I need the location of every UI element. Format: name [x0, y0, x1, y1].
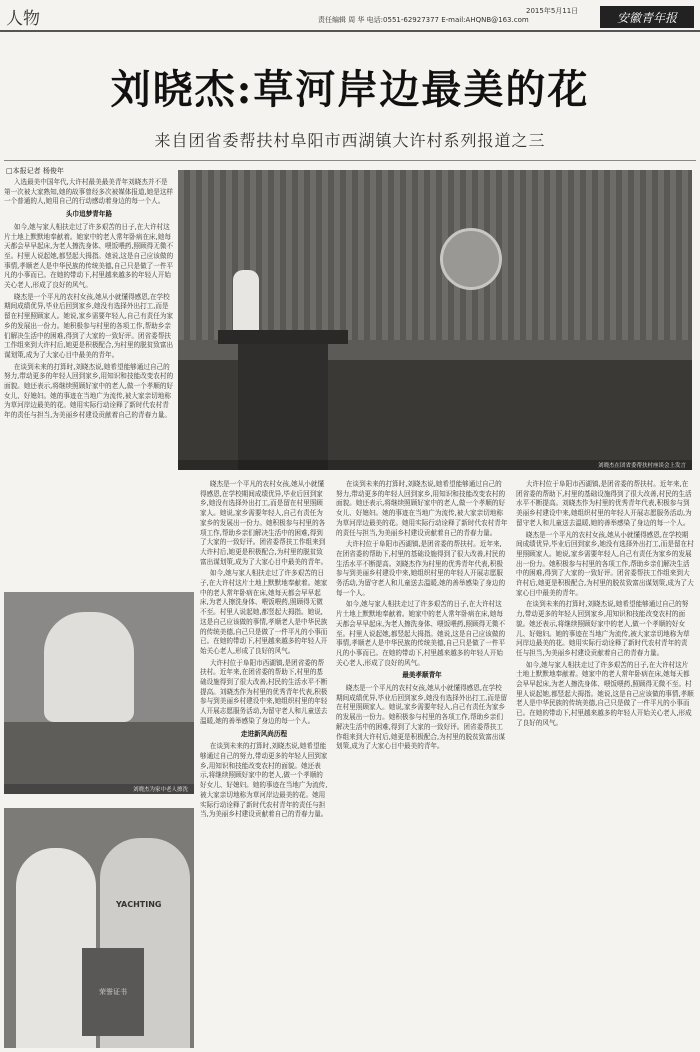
paragraph: 如今,她与家人相扶走过了许多艰苦的日子,在大许村这片土地上默默地奉献着。她家中的老人常年卧病在床,她每天都会早早起床,为老人擦洗身体、喂饭喂药,照顾得无微不至。村里人说起她,都竖起大拇指。她说,这是自己应该做的事情,孝顺老人是中华民族的传统美德,自己只是做了一件平凡的小事而已。在她的带动下,村里越来越多的年轻人开始关心老人,形成了良好的风气。	[4, 222, 174, 290]
paragraph: 晓杰是一个平凡的农村女孩,她从小就懂得感恩,在学校期间成绩优异,毕业后回到家乡,她没有选择外出打工,而是留在村里照顾家人。她说,家乡需要年轻人,自己有责任为家乡的发展出一份力。她积极参与村里的各项工作,帮助乡亲们解决生活中的困难,得到了大家的一致好评。团省委帮扶工作组来到大许村后,她更是积极配合,为村里的脱贫致富出谋划策,成为了大家心目中最美的青年。	[336, 684, 508, 751]
podium	[238, 344, 328, 470]
paragraph: 大许村位于阜阳市西湖镇,是团省委的帮扶村。近年来,在团省委的帮助下,村里的基础设施得到了很大改善,村民的生活水平不断提高。刘晓杰作为村里的优秀青年代表,积极参与到美丽乡村建设中来,她组织村里的年轻人开展志愿服务活动,为留守老人和儿童送去温暖,她的善举感染了身边的每一个人。	[516, 480, 692, 527]
page-header	[0, 0, 700, 32]
shirt-text: YACHTING	[116, 900, 162, 909]
paragraph: 晓杰是一个平凡的农村女孩,她从小就懂得感恩,在学校期间成绩优异,毕业后回到家乡,她没有选择外出打工,而是留在村里照顾家人。她说,家乡需要年轻人,自己有责任为家乡的发展出一份力。她积极参与村里的各项工作,帮助乡亲们解决生活中的困难,得到了大家的一致好评。团省委帮扶工作组来到大许村后,她更是积极配合,为村里的脱贫致富出谋划策,成为了大家心目中最美的青年。	[200, 480, 328, 566]
paragraph: 在谈到未来的打算时,刘晓杰说,她希望能够通过自己的努力,带动更多的年轻人回到家乡,用知识和技能改变农村的面貌。她还表示,将继续照顾好家中的老人,做一个孝顺的好女儿、好媳妇。她的事迹在当地广为流传,被大家亲切地称为草河岸边最美的花。她用实际行动诠释了新时代农村青年的责任与担当,为美丽乡村建设贡献着自己的青春力量。	[516, 600, 690, 657]
woman-figure	[44, 612, 134, 722]
podium-top	[218, 330, 348, 344]
certificate: 荣誉证书	[82, 948, 144, 1036]
care-photo	[4, 592, 194, 794]
speaker	[233, 270, 259, 330]
paragraph: 晓杰是一个平凡的农村女孩,她从小就懂得感恩,在学校期间成绩优异,毕业后回到家乡,她没有选择外出打工,而是留在村里照顾家人。她说,家乡需要年轻人,自己有责任为家乡的发展出一份力。她积极参与村里的各项工作,帮助乡亲们解决生活中的困难,得到了大家的一致好评。团省委帮扶工作组来到大许村后,她更是积极配合,为村里的脱贫致富出谋划策,成为了大家心目中最美的青年。	[516, 530, 694, 597]
paragraph: 如今,她与家人相扶走过了许多艰苦的日子,在大许村这片土地上默默地奉献着。她家中的老人常年卧病在床,她每天都会早早起床,为老人擦洗身体、喂饭喂药,照顾得无微不至。村里人说起她,都竖起大拇指。她说,这是自己应该做的事情,孝顺老人是中华民族的传统美德,自己只是做了一件平凡的小事而已。在她的带动下,村里越来越多的年轻人开始关心老人,形成了良好的风气。	[336, 600, 506, 667]
paragraph: 大许村位于阜阳市西湖镇,是团省委的帮扶村。近年来,在团省委的帮助下,村里的基础设施得到了很大改善,村民的生活水平不断提高。刘晓杰作为村里的优秀青年代表,积极参与到美丽乡村建设中来,她组织村里的年轻人开展志愿服务活动,为留守老人和儿童送去温暖,她的善举感染了身边的每一个人。	[200, 658, 328, 725]
text-column-3	[336, 480, 508, 1048]
editor-contact-info: 责任编辑 周 华 电话:0551-62927377 E-mail:AHQNB@163.com	[318, 16, 529, 24]
article-title: 刘晓杰:草河岸边最美的花	[110, 66, 590, 113]
title-rule	[4, 160, 696, 161]
paragraph: 大许村位于阜阳市西湖镇,是团省委的帮扶村。近年来,在团省委的帮助下,村里的基础设施得到了很大改善,村民的生活水平不断提高。刘晓杰作为村里的优秀青年代表,积极参与到美丽乡村建设中来,她组织村里的年轻人开展志愿服务活动,为留守老人和儿童送去温暖,她的善举感染了身边的每一个人。	[336, 540, 506, 597]
subheading-3: 最美孝顺青年	[402, 671, 442, 680]
paragraph: 在谈到未来的打算时,刘晓杰说,她希望能够通过自己的努力,带动更多的年轻人回到家乡,用知识和技能改变农村的面貌。她还表示,将继续照顾好家中的老人,做一个孝顺的好女儿、好媳妇。她的事迹在当地广为流传,被大家亲切地称为草河岸边最美的花。她用实际行动诠释了新时代农村青年的责任与担当,为美丽乡村建设贡献着自己的青春力量。	[336, 480, 508, 537]
article-subtitle: 来自团省委帮扶村阜阳市西湖镇大许村系列报道之三	[154, 131, 546, 150]
paragraph: 如今,她与家人相扶走过了许多艰苦的日子,在大许村这片土地上默默地奉献着。她家中的老人常年卧病在床,她每天都会早早起床,为老人擦洗身体、喂饭喂药,照顾得无微不至。村里人说起她,都竖起大拇指。她说,这是自己应该做的事情,孝顺老人是中华民族的传统美德,自己只是做了一件平凡的小事而已。在她的带动下,村里越来越多的年轻人开始关心老人,形成了良好的风气。	[516, 660, 694, 727]
text-column-1	[4, 178, 174, 586]
issue-date: 2015年5月11日	[526, 7, 579, 15]
photo-caption: 刘晓杰在团省委帮扶村座谈会上发言	[178, 460, 692, 470]
paragraph: 晓杰是一个平凡的农村女孩,她从小就懂得感恩,在学校期间成绩优异,毕业后回到家乡,她没有选择外出打工,而是留在村里照顾家人。她说,家乡需要年轻人,自己有责任为家乡的发展出一份力。她积极参与村里的各项工作,帮助乡亲们解决生活中的困难,得到了大家的一致好评。团省委帮扶工作组来到大许村后,她更是积极配合,为村里的脱贫致富出谋划策,成为了大家心目中最美的青年。	[4, 292, 174, 359]
text-column-2	[200, 480, 328, 1048]
paragraph: 如今,她与家人相扶走过了许多艰苦的日子,在大许村这片土地上默默地奉献着。她家中的老人常年卧病在床,她每天都会早早起床,为老人擦洗身体、喂饭喂药,照顾得无微不至。村里人说起她,都竖起大拇指。她说,这是自己应该做的事情,孝顺老人是中华民族的传统美德,自己只是做了一件平凡的小事而已。在她的带动下,村里越来越多的年轻人开始关心老人,形成了良好的风气。	[200, 569, 328, 655]
photo-caption: 刘晓杰为家中老人擦洗	[4, 784, 194, 794]
emblem-icon	[440, 228, 502, 290]
header-rule	[0, 30, 700, 32]
subheading-1: 头巾追梦青年路	[65, 210, 113, 219]
paragraph: 在谈到未来的打算时,刘晓杰说,她希望能够通过自己的努力,带动更多的年轻人回到家乡,用知识和技能改变农村的面貌。她还表示,将继续照顾好家中的老人,做一个孝顺的好女儿、好媳妇。她的事迹在当地广为流传,被大家亲切地称为草河岸边最美的花。她用实际行动诠释了新时代农村青年的责任与担当,为美丽乡村建设贡献着自己的青春力量。	[200, 742, 328, 819]
subheading-2: 走进新风尚历程	[240, 729, 288, 738]
text-column-4	[516, 480, 694, 1048]
couple-photo	[4, 808, 194, 1048]
lead-paragraph: 入选最美中国年代,大许村最美最美青年刘晓杰并不是第一次被大家熟知,她的故事曾经多次被媒体报道,她是这样一个普通的人,她用自己的行动感动着身边的每一个人。	[4, 178, 174, 206]
paragraph: 在谈到未来的打算时,刘晓杰说,她希望能够通过自己的努力,带动更多的年轻人回到家乡,用知识和技能改变农村的面貌。她还表示,将继续照顾好家中的老人,做一个孝顺的好女儿、好媳妇。她的事迹在当地广为流传,被大家亲切地称为草河岸边最美的花。她用实际行动诠释了新时代农村青年的责任与担当,为美丽乡村建设贡献着自己的青春力量。	[4, 362, 174, 420]
conference-photo	[178, 170, 692, 470]
newspaper-masthead: 安徽青年报	[600, 6, 694, 28]
byline: □本报记者 杨俊年	[6, 167, 64, 175]
section-label: 人物	[6, 9, 40, 29]
